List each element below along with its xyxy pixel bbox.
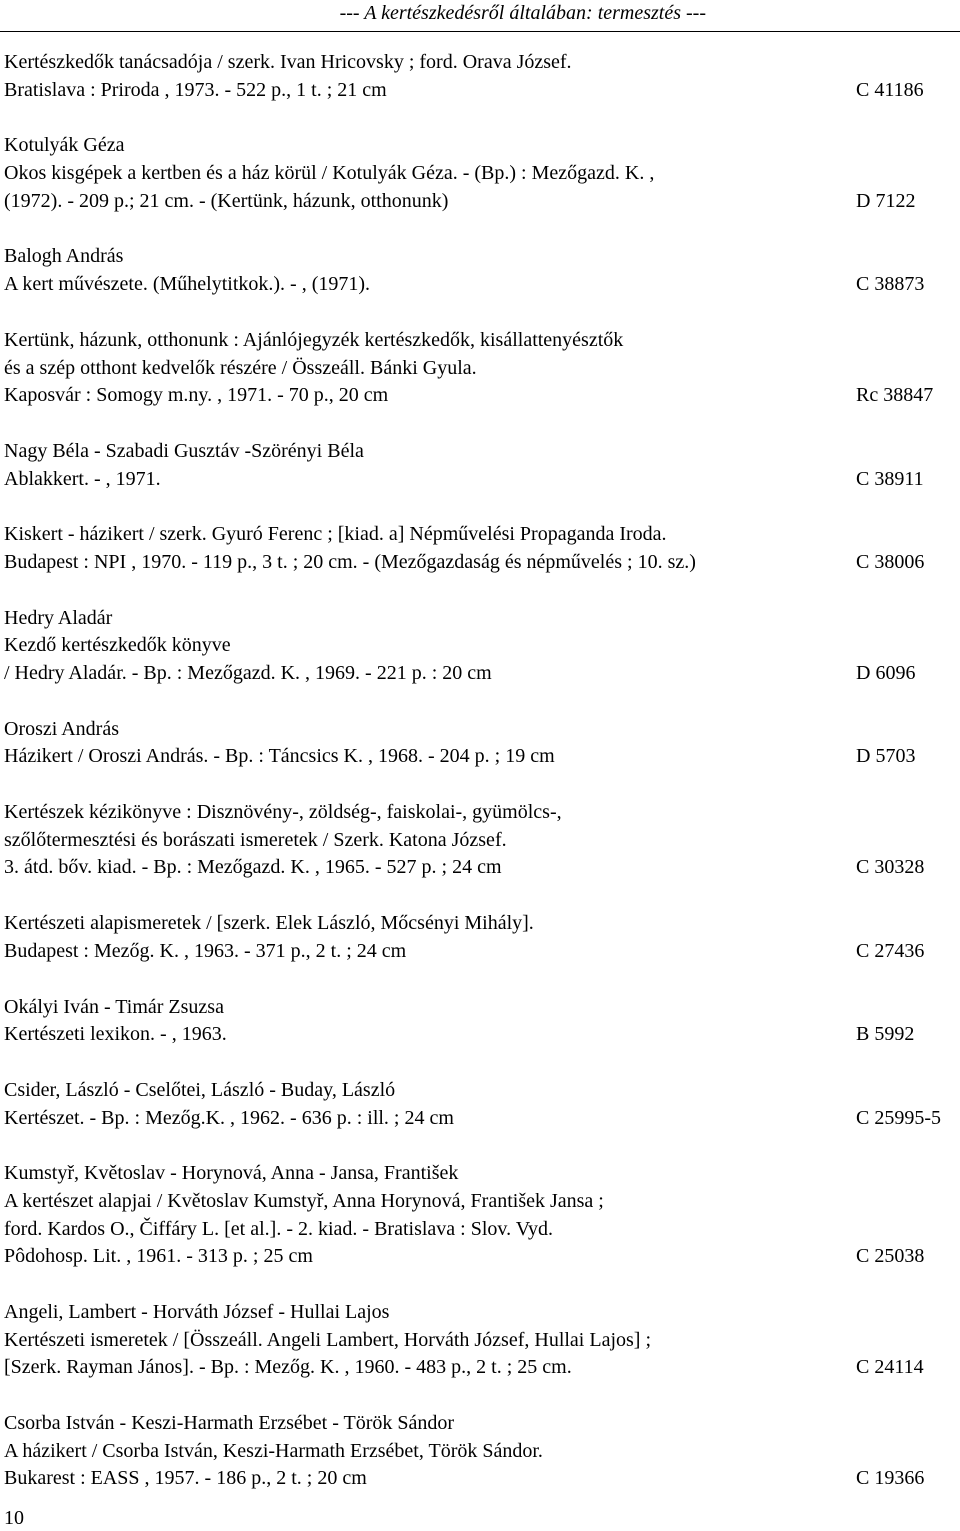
entry-line [4, 632, 960, 660]
entry-line [4, 1438, 960, 1466]
entry-line [4, 1327, 960, 1355]
entry-line [4, 1216, 960, 1244]
entry-line-text: A kert művészete. (Műhelytitkok.). - , (1971). [4, 273, 371, 296]
entry-line [4, 355, 960, 383]
bibliography-entry [4, 521, 960, 576]
entry-line [4, 549, 960, 577]
entry-line [4, 1105, 960, 1133]
call-number: C 25995-5 [856, 1106, 941, 1129]
bibliography-entry [4, 1299, 960, 1382]
bibliography-entry [4, 994, 960, 1049]
bibliography-entry [4, 49, 960, 104]
bibliography-entry [4, 1410, 960, 1493]
call-number: C 30328 [856, 856, 925, 879]
call-number: B 5992 [856, 1023, 915, 1046]
entry-line-text: Csorba István - Keszi-Harmath Erzsébet - Török Sándor [4, 1412, 455, 1435]
entry-line [4, 1021, 960, 1049]
entry-line [4, 49, 960, 77]
entry-line-text: A kertészet alapjai / Květoslav Kumstyř, Anna Horynová, František Jansa ; [4, 1189, 604, 1212]
bibliography-list [4, 49, 960, 1493]
entry-line [4, 716, 960, 744]
entry-line [4, 799, 960, 827]
entry-line-text: Csider, László - Cselőtei, László - Buday, László [4, 1078, 396, 1101]
entry-line-text: (1972). - 209 p.; 21 cm. - (Kertünk, házunk, otthonunk) [4, 189, 449, 212]
entry-line-text: és a szép otthont kedvelők részére / Összeáll. Bánki Gyula. [4, 356, 477, 379]
call-number: C 27436 [856, 939, 925, 962]
entry-line-text: A házikert / Csorba István, Keszi-Harmath Erzsébet, Török Sándor. [4, 1439, 543, 1462]
entry-line [4, 160, 960, 188]
entry-line-text: Nagy Béla - Szabadi Gusztáv -Szörényi Béla [4, 439, 364, 462]
entry-line [4, 1465, 960, 1493]
entry-line-text: Okályi Iván - Timár Zsuzsa [4, 995, 224, 1018]
section-title: --- A kertészkedésről általában: termesztés --- [339, 2, 706, 24]
entry-line [4, 1188, 960, 1216]
header-rule [0, 31, 960, 32]
entry-line [4, 132, 960, 160]
entry-line-text: Kiskert - házikert / szerk. Gyuró Ferenc ; [kiad. a] Népművelési Propaganda Iroda. [4, 523, 667, 546]
entry-line [4, 1243, 960, 1271]
bibliography-entry [4, 605, 960, 688]
bibliography-entry [4, 1077, 960, 1132]
call-number: C 41186 [856, 78, 924, 101]
call-number: C 38873 [856, 273, 925, 296]
entry-line-text: Kumstyř, Květoslav - Horynová, Anna - Jansa, František [4, 1162, 459, 1185]
call-number: D 7122 [856, 189, 916, 212]
entry-line [4, 327, 960, 355]
entry-line [4, 466, 960, 494]
entry-line [4, 827, 960, 855]
entry-line-text: Kertészek kézikönyve : Disznövény-, zöldség-, faiskolai-, gyümölcs-, [4, 801, 562, 824]
entry-line-text: Angeli, Lambert - Horváth József - Hullai Lajos [4, 1301, 390, 1323]
entry-line-text: / Hedry Aladár. - Bp. : Mezőgazd. K. , 1969. - 221 p. : 20 cm [4, 662, 492, 684]
entry-line [4, 77, 960, 105]
entry-line-text: Bukarest : EASS , 1957. - 186 p., 2 t. ; 20 cm [4, 1467, 367, 1490]
entry-line [4, 1410, 960, 1438]
entry-line-text: ford. Kardos O., Čiffáry L. [et al.]. - 2. kiad. - Bratislava : Slov. Vyd. [4, 1217, 553, 1240]
entry-line-text: Kertészeti lexikon. - , 1963. [4, 1023, 227, 1046]
entry-line-text: Kertészeti ismeretek / [Összeáll. Angeli Lambert, Horváth József, Hullai Lajos] ; [4, 1328, 652, 1351]
bibliography-entry [4, 1160, 960, 1271]
entry-line-text: Bratislava : Priroda , 1973. - 522 p., 1 t. ; 21 cm [4, 78, 387, 101]
call-number: D 6096 [856, 662, 916, 684]
entry-line [4, 660, 960, 688]
entry-line-text: Oroszi András [4, 717, 119, 740]
entry-line [4, 743, 960, 771]
entry-line-text: Kaposvár : Somogy m.ny. , 1971. - 70 p., 20 cm [4, 384, 389, 407]
bibliography-entry [4, 132, 960, 215]
bibliography-entry [4, 243, 960, 298]
entry-line-text: Kertünk, házunk, otthonunk : Ajánlójegyzék kertészkedők, kisállattenyésztők [4, 328, 624, 351]
entry-line-text: Pôdohosp. Lit. , 1961. - 313 p. ; 25 cm [4, 1245, 313, 1268]
entry-line [4, 438, 960, 466]
page-header [0, 0, 706, 26]
entry-line [4, 994, 960, 1022]
call-number: C 38006 [856, 550, 925, 573]
entry-line-text: 3. átd. bőv. kiad. - Bp. : Mezőgazd. K. , 1965. - 527 p. ; 24 cm [4, 856, 502, 879]
call-number: Rc 38847 [856, 384, 934, 407]
call-number: C 38911 [856, 467, 924, 490]
entry-line-text: Hedry Aladár [4, 606, 113, 629]
entry-line [4, 521, 960, 549]
call-number: C 25038 [856, 1245, 925, 1268]
entry-line [4, 1354, 960, 1382]
call-number: D 5703 [856, 745, 916, 768]
bibliography-entry [4, 716, 960, 771]
entry-line-text: Kezdő kertészkedők könyve [4, 634, 231, 657]
entry-line-text: Budapest : NPI , 1970. - 119 p., 3 t. ; 20 cm. - (Mezőgazdaság és népművelés ; 10. sz.) [4, 550, 696, 573]
entry-line-text: [Szerk. Rayman János]. - Bp. : Mezőg. K. , 1960. - 483 p., 2 t. ; 25 cm. [4, 1356, 572, 1379]
entry-line [4, 1299, 960, 1327]
entry-line-text: Házikert / Oroszi András. - Bp. : Táncsics K. , 1968. - 204 p. ; 19 cm [4, 745, 555, 768]
entry-line [4, 188, 960, 216]
entry-line-text: Okos kisgépek a kertben és a ház körül / Kotulyák Géza. - (Bp.) : Mezőgazd. K. , [4, 162, 655, 185]
entry-line-text: Kotulyák Géza [4, 134, 125, 157]
entry-line [4, 1160, 960, 1188]
entry-line-text: Kertészeti alapismeretek / [szerk. Elek László, Mőcsényi Mihály]. [4, 912, 534, 935]
entry-line [4, 938, 960, 966]
entry-line [4, 1077, 960, 1105]
entry-line-text: Kertészet. - Bp. : Mezőg.K. , 1962. - 636 p. : ill. ; 24 cm [4, 1106, 454, 1129]
bibliography-entry [4, 327, 960, 410]
entry-line-text: szőlőtermesztési és borászati ismeretek / Szerk. Katona József. [4, 828, 507, 851]
entry-line [4, 854, 960, 882]
entry-line [4, 271, 960, 299]
bibliography-entry [4, 910, 960, 965]
entry-line [4, 243, 960, 271]
bibliography-entry [4, 799, 960, 882]
call-number: C 19366 [856, 1467, 925, 1490]
entry-line [4, 910, 960, 938]
bibliography-entry [4, 438, 960, 493]
page-number: 10 [4, 1507, 24, 1529]
entry-line-text: Balogh András [4, 245, 124, 268]
entry-line-text: Ablakkert. - , 1971. [4, 467, 161, 490]
entry-line-text: Budapest : Mezőg. K. , 1963. - 371 p., 2 t. ; 24 cm [4, 939, 407, 962]
call-number: C 24114 [856, 1356, 924, 1379]
entry-line [4, 605, 960, 633]
entry-line [4, 382, 960, 410]
entry-line-text: Kertészkedők tanácsadója / szerk. Ivan Hricovsky ; ford. Orava József. [4, 51, 572, 73]
